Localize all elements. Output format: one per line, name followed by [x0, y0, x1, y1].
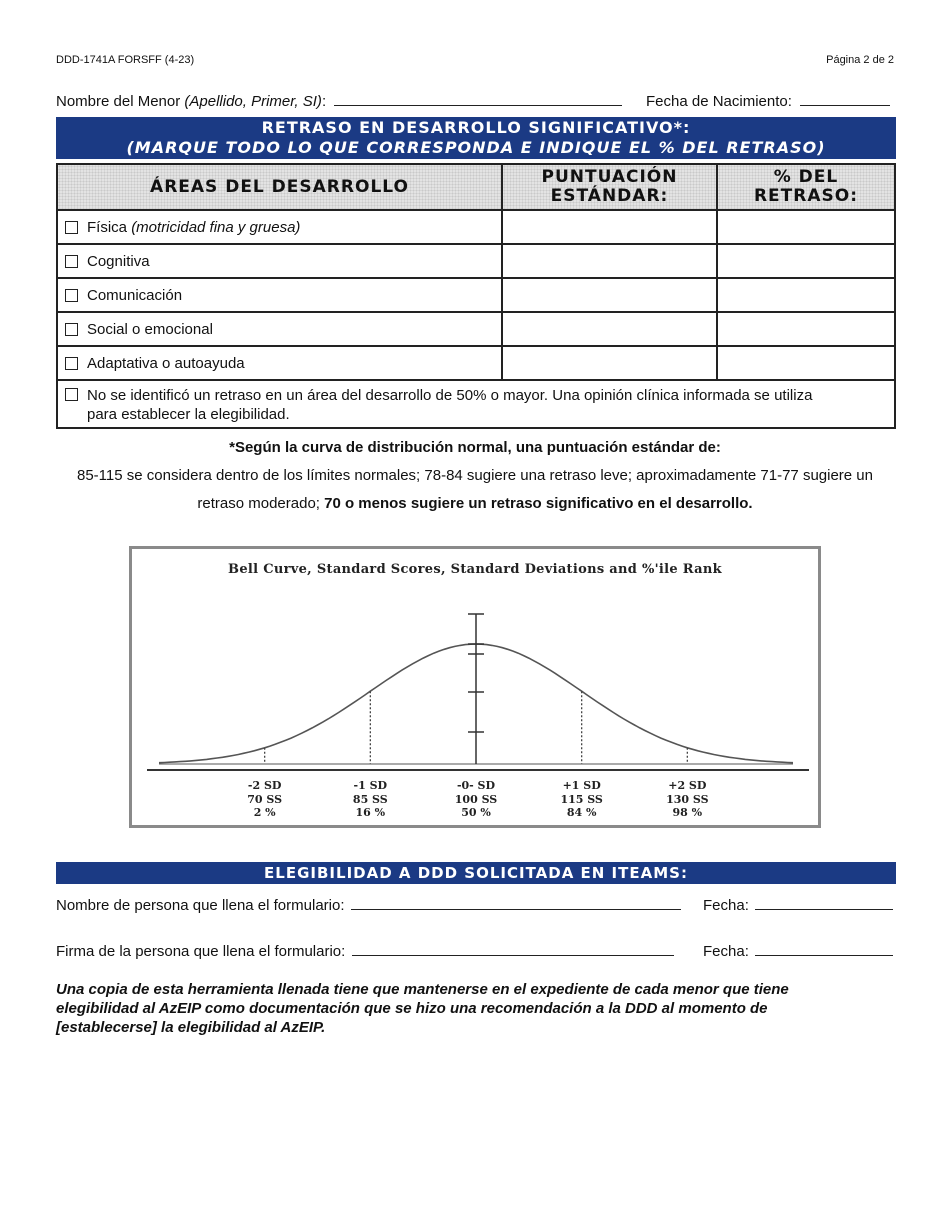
preparer-name-field[interactable]	[351, 909, 681, 910]
child-name-row	[56, 93, 622, 110]
notice-line3: [establecerse] la elegibilidad al AzEIP.	[56, 1019, 326, 1036]
sd-label-sd: -2 SD	[247, 779, 282, 792]
signature-row	[56, 943, 674, 960]
table-row	[57, 278, 895, 312]
eligibility-title: ELEGIBILIDAD A DDD SOLICITADA EN ITEAMS:	[56, 862, 896, 884]
sd-label-sd: +1 SD	[562, 779, 601, 792]
pct-field-social[interactable]	[717, 312, 895, 346]
checkbox-cognitiva[interactable]	[65, 255, 78, 268]
preparer-date-row	[703, 897, 893, 914]
sd-label-pct: 50 %	[461, 806, 491, 819]
pct-field-adaptativa[interactable]	[717, 346, 895, 380]
sd-label-ss: 115 SS	[560, 793, 603, 806]
notice-line1: Una copia de esta herramienta llenada tiene que mantenerse en el expediente de cada menor que tiene	[56, 981, 789, 998]
preparer-date-field[interactable]	[755, 909, 893, 910]
sd-label-sd: -1 SD	[353, 779, 388, 792]
preparer-name-row	[56, 897, 681, 914]
notice-line2: elegibilidad al AzEIP como documentación que se hizo una recomendación a la DDD al momento de	[56, 1000, 768, 1017]
pct-field-comunicacion[interactable]	[717, 278, 895, 312]
checkbox-social[interactable]	[65, 323, 78, 336]
table-row	[57, 312, 895, 346]
dob-row	[646, 93, 890, 110]
col-header-pct	[717, 164, 895, 210]
pct-field-cognitiva[interactable]	[717, 244, 895, 278]
score-field-fisica[interactable]	[502, 210, 717, 244]
sd-label-pct: 16 %	[355, 806, 386, 819]
row-label-comunicacion: Comunicación	[87, 286, 183, 304]
sd-label-ss: 85 SS	[352, 793, 388, 806]
sd-label-pct: 2 %	[253, 806, 276, 819]
no-delay-line2: para establecer la elegibilidad.	[87, 405, 290, 423]
row-label-adaptativa: Adaptativa o autoayuda	[87, 354, 245, 372]
col-header-area: ÁREAS DEL DESARROLLO	[57, 164, 502, 210]
no-delay-line1: No se identificó un retraso en un área del desarrollo de 50% o mayor. Una opinión clínica informada se utiliza	[87, 386, 813, 404]
delay-title-line1: RETRASO EN DESARROLLO SIGNIFICATIVO*:	[261, 118, 691, 137]
signature-field[interactable]	[352, 955, 674, 956]
child-name-field[interactable]	[334, 105, 622, 106]
retention-notice	[56, 980, 896, 1037]
checkbox-adaptativa[interactable]	[65, 357, 78, 370]
row-hint-fisica: (motricidad fina y gruesa)	[131, 218, 301, 236]
child-name-colon: :	[321, 93, 327, 110]
table-row	[57, 244, 895, 278]
table-row	[57, 380, 895, 428]
note-line2-plain: retraso moderado;	[197, 495, 325, 512]
col-header-score-line1: PUNTUACIÓN	[541, 167, 678, 187]
row-label-fisica: Física	[87, 218, 128, 236]
score-field-comunicacion[interactable]	[502, 278, 717, 312]
sd-label-sd: -0- SD	[456, 779, 496, 792]
sd-label-pct: 98 %	[672, 806, 703, 819]
signature-date-row	[703, 943, 893, 960]
sd-label-ss: 70 SS	[247, 793, 283, 806]
sd-label-sd: +2 SD	[668, 779, 707, 792]
note-line2-bold: 70 o menos sugiere un retraso significativo en el desarrollo.	[324, 495, 753, 512]
score-field-adaptativa[interactable]	[502, 346, 717, 380]
col-header-pct-line1: % DEL	[773, 167, 839, 187]
sd-label-pct: 84 %	[566, 806, 597, 819]
signature-date-label: Fecha:	[703, 943, 749, 960]
table-row	[57, 210, 895, 244]
chart-title: Bell Curve, Standard Scores, Standard Deviations and %'ile Rank	[228, 562, 722, 577]
col-header-score	[502, 164, 717, 210]
delay-section-title	[56, 117, 896, 159]
checkbox-no-delay[interactable]	[65, 388, 78, 401]
note-line1: 85-115 se considera dentro de los límites normales; 78-84 sugiere una retraso leve; aproximadamente 71-77 sugiere un	[76, 467, 873, 484]
checkbox-fisica[interactable]	[65, 221, 78, 234]
sd-label-ss: 100 SS	[454, 793, 498, 806]
child-name-hint: (Apellido, Primer, SI)	[184, 93, 322, 110]
bell-curve-chart	[129, 546, 821, 828]
table-row	[57, 346, 895, 380]
preparer-date-label: Fecha:	[703, 897, 749, 914]
row-label-social: Social o emocional	[87, 320, 213, 338]
dob-label: Fecha de Nacimiento:	[646, 93, 792, 110]
dob-field[interactable]	[800, 105, 890, 106]
row-label-cognitiva: Cognitiva	[87, 252, 150, 270]
score-field-social[interactable]	[502, 312, 717, 346]
note-line2	[0, 495, 950, 512]
sd-label-ss: 130 SS	[666, 793, 709, 806]
col-header-score-line2: ESTÁNDAR:	[550, 186, 669, 206]
signature-date-field[interactable]	[755, 955, 893, 956]
child-name-label: Nombre del Menor	[56, 93, 181, 110]
checkbox-comunicacion[interactable]	[65, 289, 78, 302]
note-heading: *Según la curva de distribución normal, una puntuación estándar de:	[229, 439, 721, 456]
delay-title-line2: (MARQUE TODO LO QUE CORRESPONDA E INDIQUE EL % DEL RETRASO)	[126, 138, 826, 157]
col-header-pct-line2: RETRASO:	[753, 186, 859, 206]
preparer-name-label: Nombre de persona que llena el formulario:	[56, 897, 345, 914]
form-code: DDD-1741A FORSFF (4-23)	[56, 54, 195, 66]
score-field-cognitiva[interactable]	[502, 244, 717, 278]
page-number: Página 2 de 2	[826, 54, 894, 66]
development-table	[56, 163, 896, 429]
signature-label: Firma de la persona que llena el formulario:	[56, 943, 346, 960]
pct-field-fisica[interactable]	[717, 210, 895, 244]
